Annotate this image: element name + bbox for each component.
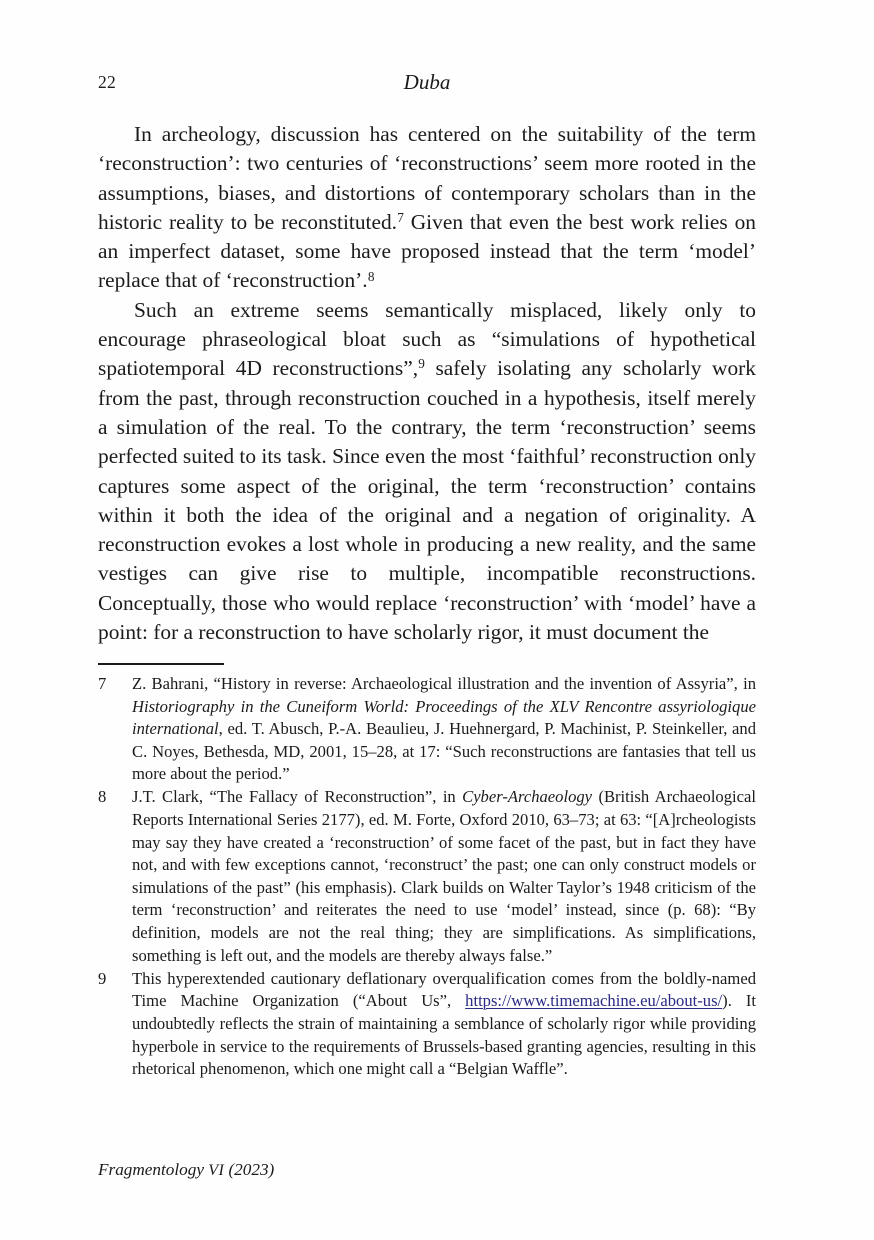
footnote-number: 7 (98, 674, 107, 693)
page-footer (98, 1160, 756, 1180)
footnote-text: This hyperextended cautionary deflationary overqualification comes from the boldly-named Time Machine Organization (“About Us”, https://www.timemachine.eu/about-us/). It undoubtedly reflects the strain of maintaining a semblance of scholarly rigor while providing hyperbole in service to the requirements of Brussels-based granting agencies, resulting in this rhetorical phenomenon, which one might call a “Belgian Waffle”. (132, 968, 756, 1079)
footer-year: (2023) (228, 1160, 275, 1179)
body-text-block (98, 120, 756, 647)
footnote-text: J.T. Clark, “The Fallacy of Reconstruction”, in Cyber-Archaeology (British Archaeological Reports International Series 2177), ed. M. Forte, Oxford 2010, 63–73; at 63: “[A]rcheologists may say they have created a ‘reconstruction’ of some facet of the past, but in fact they have not, and with few exceptions cannot, ‘reconstruct’ the past; one can only construct models or simulations of the past” (his emphasis). Clark builds on Walter Taylor’s 1948 criticism of the term ‘reconstruction’ and reiterates the need to use ‘model’ instead, since (p. 68): “By definition, models are not the real thing; they are simplifications. As simplifications, something is left out, and the models are thereby always false.” (132, 787, 756, 965)
footnote-text: Z. Bahrani, “History in reverse: Archaeological illustration and the invention of Assyria”, in Historiography in the Cuneiform World: Proceedings of the XLV Rencontre assyriologique international, ed. T. Abusch, P.-A. Beaulieu, J. Huehnergard, P. Machinist, P. Steinkeller, and C. Noyes, Bethesda, MD, 2001, 15–28, at 17: “Such reconstructions are fantasies that tell us more about the period.” (132, 674, 756, 784)
paragraph-extreme: Such an extreme seems semantically misplaced, likely only to encourage phraseological bloat such as “simulations of hypothetical spatiotemporal 4D reconstructions”,$^9$ safely isolating any scholarly work from the past, through reconstruction couched in a hypothesis, itself merely a simulation of the real. To the contrary, the term ‘reconstruction’ seems perfected suited to its task. Since even the most ‘faithful’ reconstruction only captures some aspect of the original, the term ‘reconstruction’ contains within it both the idea of the original and a negation of originality. A reconstruction evokes a lost whole in producing a new reality, and the same vestiges can give rise to multiple, incompatible reconstructions. Conceptually, those who would replace ‘reconstruction’ with ‘model’ have a point: for a reconstruction to have scholarly rigor, it must document the (98, 297, 756, 645)
footnote-number: 8 (98, 787, 107, 807)
running-title: Duba (403, 70, 451, 94)
external-link[interactable]: https://www.timemachine.eu/about-us/ (465, 991, 723, 1011)
footer-volume: VI (208, 1162, 225, 1179)
footer-journal-title: Fragmentology (98, 1160, 204, 1179)
italic-run: Cyber-Archaeology (462, 787, 593, 807)
footnote-marker[interactable]: 8 (367, 268, 375, 284)
page-number: 22 (98, 72, 116, 92)
footnote-number: 9 (98, 968, 107, 988)
footnote-marker[interactable]: 7 (397, 210, 404, 225)
footnote-item (98, 786, 756, 967)
running-head (98, 70, 756, 98)
footnote-item (98, 968, 756, 1081)
italic-run: Historiography in the Cuneiform World: Proceedings of the XLV Rencontre assyriologique international (132, 696, 756, 739)
footnotes-block (98, 673, 756, 1081)
footnote-item (98, 673, 756, 786)
footnote-separator-rule (98, 663, 224, 665)
footnote-marker[interactable]: 9 (418, 356, 425, 372)
paragraph-archeology: In archeology, discussion has centered on the suitability of the term ‘reconstruction’: two centuries of ‘reconstructions’ seem more rooted in the assumptions, biases, and distortions of contemporary scholars than in the historic reality to be reconstituted.$^7$ Given that even the best work relies on an imperfect dataset, some have proposed instead that the term ‘model’ replace that of ‘reconstruction’.$^8$ (98, 122, 756, 293)
